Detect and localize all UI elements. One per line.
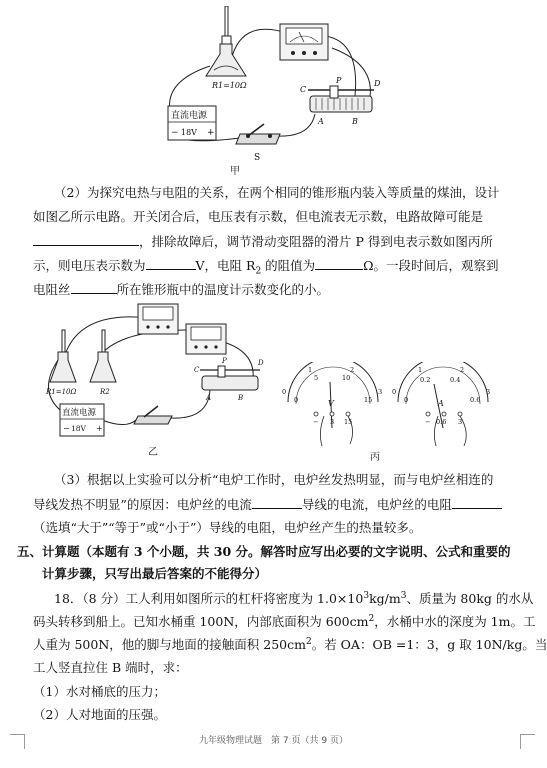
page-footer: 九年级物理试题 第 7 页（共 9 页） <box>199 736 348 746</box>
a-inner-04: 0.4 <box>450 376 461 384</box>
q2-line1: （2）为探究电热与电阻的关系，在两个相同的锥形瓶内装入等质量的煤油，设计 <box>54 185 500 200</box>
label-a: A <box>318 117 324 126</box>
yi-r1-label: R1=10Ω <box>46 388 77 396</box>
label-d: D <box>374 79 381 88</box>
res-compare-blank[interactable] <box>452 496 502 509</box>
source-plus: + <box>207 128 215 138</box>
v-outer-15: 15 <box>364 396 373 404</box>
yi-source-title: 直流电源 <box>62 408 97 418</box>
section5-note: 计算步骤，只写出最后答案的不能得分） <box>42 566 268 581</box>
a-unit: A <box>438 399 444 408</box>
q18-line1: 18．（8 分）工人利用如图所示的杠杆将密度为 $1.0\times 10^3kg/m^3$、质量为 80kg 的水从 <box>54 590 534 606</box>
yi-label-b: B <box>238 394 244 402</box>
a-outer-1: 1 <box>418 366 423 374</box>
yi-source-plus: + <box>96 424 103 433</box>
v-inner-2: 2 <box>350 366 355 374</box>
yi-label-p: P <box>222 357 227 365</box>
label-c: C <box>300 85 307 94</box>
q18-line3: 人重为 500N，他的脚与地面的接触面积 $250cm^2$。若 OA：OB =1：3，g 取 10N/kg。当 <box>33 636 547 652</box>
a-inner-0: 0 <box>404 396 409 404</box>
switch-label: S <box>254 153 261 163</box>
figure-bing <box>278 362 500 466</box>
q3-line3: （选填“大于”“等于”或“小于”）导线的电阻，电炉丝产生的热量较多。 <box>33 520 422 535</box>
label-b: B <box>352 117 358 126</box>
v-unit: V <box>328 399 334 408</box>
voltage-blank[interactable] <box>146 257 196 270</box>
yi-source-voltage: 18V <box>71 424 86 433</box>
yi-label-a: A <box>206 394 212 402</box>
section5-heading: 五、计算题（本题有 3 个小题，共 30 分。解答时应写出必要的文字说明、公式和重要的 <box>17 544 511 559</box>
source-voltage: 18V <box>181 128 197 137</box>
label-p: P <box>336 76 342 85</box>
figure-bing-caption: 丙 <box>370 452 380 463</box>
q3-line1: （3）根据以上实验可以分析“电炉工作时，电炉丝发热明显，而与电炉丝相连的 <box>54 472 494 487</box>
wire-blank[interactable] <box>71 281 117 294</box>
a-term-3: 3 <box>458 418 463 426</box>
figure-jia-caption: 甲 <box>230 166 240 177</box>
r1-label: R1=10Ω <box>212 81 247 90</box>
a-outer-3: 3 <box>486 388 491 396</box>
q2-line4: 示，则电压表示数为 V，电阻 $R_2$ 的阻值为 Ω。一段时间后，观察到 <box>33 258 499 277</box>
v-inner-1: 1 <box>308 366 313 374</box>
current-blank[interactable] <box>252 496 302 509</box>
a-inner-06: 0.6 <box>470 396 481 404</box>
a-outer-0: 0 <box>392 388 397 396</box>
a-term-minus: − <box>425 418 431 426</box>
v-outer-10: 10 <box>342 374 351 382</box>
figure-yi-caption: 乙 <box>148 447 158 458</box>
yi-label-d: D <box>258 359 264 367</box>
q18-line4: 工人竖直拉住 B 端时，求： <box>33 660 188 675</box>
v-inner-3: 3 <box>378 388 383 396</box>
q18-sub1: （1）水对桶底的压力； <box>33 684 166 699</box>
source-title: 直流电源 <box>171 111 208 121</box>
fault-blank[interactable] <box>33 233 139 246</box>
a-inner-02: 0.2 <box>420 376 431 384</box>
v-inner-0: 0 <box>282 388 287 396</box>
a-term-06: 0.6 <box>436 418 447 426</box>
q2-line2: 如图乙所示电路。开关闭合后，电压表有示数，但电流表无示数，电路故障可能是 <box>33 209 484 224</box>
q2-line5: 电阻丝 所在锥形瓶中的温度计示数变化的小。 <box>33 282 330 297</box>
q18-line2: 码头转移到船上。已知水桶重 100N，内部底面积为 $600cm^2$，水桶中水的深度为 1m。工 <box>33 613 536 629</box>
v-outer-0: 0 <box>294 396 299 404</box>
source-minus: − <box>171 128 179 138</box>
q18-sub2: （2）人对地面的压强。 <box>33 707 166 722</box>
a-outer-2: 2 <box>460 366 465 374</box>
figure-yi <box>38 300 270 460</box>
yi-r2-label: R2 <box>100 388 110 396</box>
q3-line2: 导线发热不明显”的原因：电炉丝的电流 导线的电流，电炉丝的电阻 <box>33 496 502 513</box>
resistance-blank[interactable] <box>315 257 363 270</box>
yi-source-minus: − <box>63 424 70 433</box>
v-outer-5: 5 <box>314 374 319 382</box>
v-term-3: 3 <box>330 418 335 426</box>
v-term-15: 15 <box>344 418 353 426</box>
figure-jia <box>150 6 390 178</box>
yi-label-c: C <box>194 366 200 374</box>
q2-line3: ，排除故障后，调节滑动变阻器的滑片 P 得到电表示数如图丙所 <box>33 233 493 250</box>
v-term-minus: − <box>313 418 319 426</box>
